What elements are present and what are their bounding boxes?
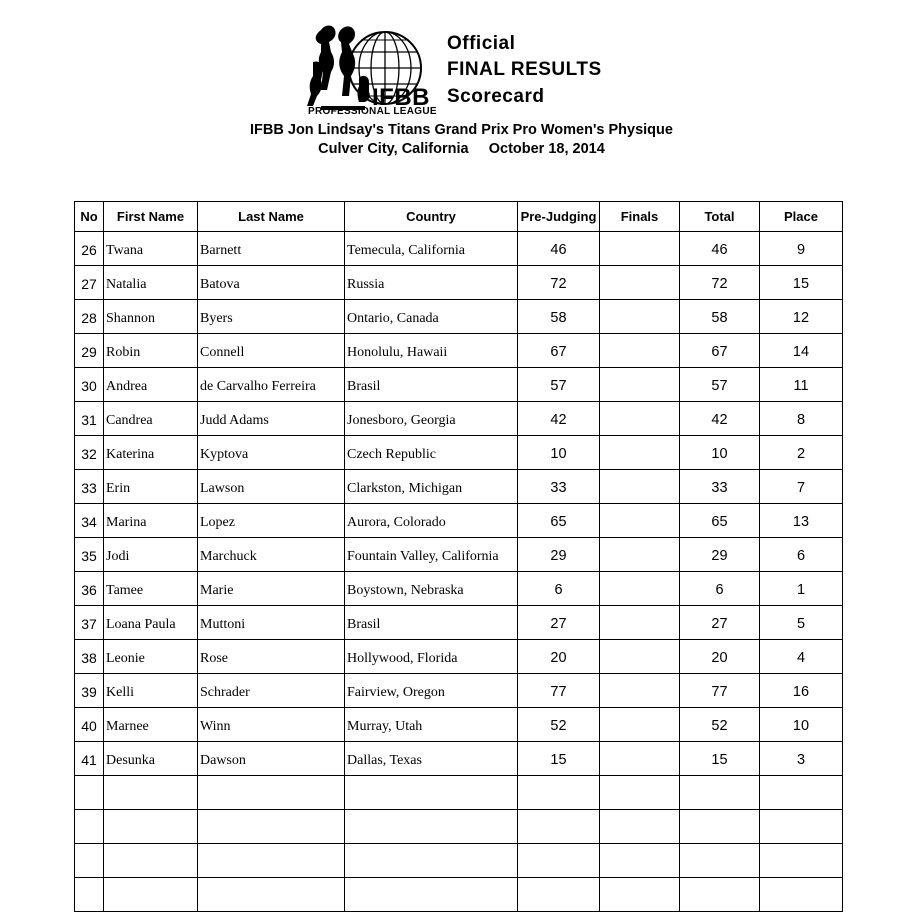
cell-finals	[600, 402, 680, 436]
cell-total: 20	[680, 640, 760, 674]
cell-first-name: Kelli	[104, 674, 198, 708]
cell-no: 29	[75, 334, 104, 368]
cell-total: 27	[680, 606, 760, 640]
cell-country: Boystown, Nebraska	[345, 572, 518, 606]
cell-country	[345, 776, 518, 810]
cell-last-name: Marchuck	[198, 538, 345, 572]
cell-no: 35	[75, 538, 104, 572]
cell-last-name: Byers	[198, 300, 345, 334]
cell-first-name: Leonie	[104, 640, 198, 674]
table-row	[75, 640, 843, 674]
cell-pre-judging: 65	[518, 504, 600, 538]
event-date: October 18, 2014	[488, 141, 605, 157]
cell-total: 15	[680, 742, 760, 776]
results-table	[74, 201, 843, 912]
cell-last-name: Judd Adams	[198, 402, 345, 436]
table-row	[75, 334, 843, 368]
cell-last-name	[198, 810, 345, 844]
cell-place: 8	[760, 402, 843, 436]
cell-place: 12	[760, 300, 843, 334]
table-header-row	[75, 202, 843, 232]
cell-no: 37	[75, 606, 104, 640]
cell-pre-judging	[518, 844, 600, 878]
cell-pre-judging: 57	[518, 368, 600, 402]
cell-last-name: Lawson	[198, 470, 345, 504]
cell-finals	[600, 640, 680, 674]
cell-place: 11	[760, 368, 843, 402]
cell-finals	[600, 436, 680, 470]
cell-no: 26	[75, 232, 104, 266]
cell-last-name: Winn	[198, 708, 345, 742]
cell-finals	[600, 334, 680, 368]
cell-first-name: Candrea	[104, 402, 198, 436]
table-row	[75, 470, 843, 504]
table-row	[75, 504, 843, 538]
cell-country	[345, 810, 518, 844]
cell-country: Fountain Valley, California	[345, 538, 518, 572]
cell-place: 14	[760, 334, 843, 368]
col-header-pre-judging: Pre-Judging	[518, 202, 600, 232]
col-header-finals: Finals	[600, 202, 680, 232]
cell-pre-judging	[518, 776, 600, 810]
cell-finals	[600, 844, 680, 878]
cell-finals	[600, 708, 680, 742]
table-row	[75, 368, 843, 402]
cell-total	[680, 810, 760, 844]
col-header-last-name: Last Name	[198, 202, 345, 232]
cell-total: 77	[680, 674, 760, 708]
cell-first-name: Loana Paula	[104, 606, 198, 640]
cell-total: 57	[680, 368, 760, 402]
cell-place: 13	[760, 504, 843, 538]
cell-finals	[600, 776, 680, 810]
col-header-no: No	[75, 202, 104, 232]
cell-first-name	[104, 810, 198, 844]
cell-total: 65	[680, 504, 760, 538]
cell-no: 31	[75, 402, 104, 436]
cell-place: 2	[760, 436, 843, 470]
cell-finals	[600, 504, 680, 538]
cell-total	[680, 878, 760, 912]
cell-total: 67	[680, 334, 760, 368]
cell-finals	[600, 878, 680, 912]
cell-pre-judging: 58	[518, 300, 600, 334]
table-row	[75, 300, 843, 334]
cell-finals	[600, 742, 680, 776]
cell-first-name: Jodi	[104, 538, 198, 572]
table-row	[75, 810, 843, 844]
event-location-date	[0, 141, 923, 157]
cell-first-name	[104, 844, 198, 878]
cell-no: 36	[75, 572, 104, 606]
cell-last-name	[198, 878, 345, 912]
cell-first-name	[104, 776, 198, 810]
cell-first-name: Marina	[104, 504, 198, 538]
cell-pre-judging: 72	[518, 266, 600, 300]
cell-pre-judging: 67	[518, 334, 600, 368]
cell-place: 7	[760, 470, 843, 504]
cell-no	[75, 776, 104, 810]
cell-place: 1	[760, 572, 843, 606]
cell-finals	[600, 674, 680, 708]
cell-first-name: Tamee	[104, 572, 198, 606]
table-row	[75, 708, 843, 742]
cell-place: 3	[760, 742, 843, 776]
table-row	[75, 436, 843, 470]
col-header-first-name: First Name	[104, 202, 198, 232]
ifbb-wordmark: IFBB	[372, 84, 430, 111]
cell-no: 28	[75, 300, 104, 334]
table-row	[75, 538, 843, 572]
cell-place: 15	[760, 266, 843, 300]
cell-total: 6	[680, 572, 760, 606]
cell-country: Fairview, Oregon	[345, 674, 518, 708]
cell-total: 42	[680, 402, 760, 436]
cell-total: 10	[680, 436, 760, 470]
table-row	[75, 878, 843, 912]
cell-place	[760, 810, 843, 844]
cell-last-name: Rose	[198, 640, 345, 674]
cell-pre-judging: 77	[518, 674, 600, 708]
cell-finals	[600, 266, 680, 300]
cell-pre-judging: 42	[518, 402, 600, 436]
heading-official: Official	[447, 33, 516, 54]
table-row	[75, 606, 843, 640]
table-row	[75, 742, 843, 776]
cell-pre-judging	[518, 810, 600, 844]
cell-last-name: Lopez	[198, 504, 345, 538]
cell-no: 38	[75, 640, 104, 674]
cell-finals	[600, 300, 680, 334]
cell-finals	[600, 470, 680, 504]
table-row	[75, 232, 843, 266]
cell-place	[760, 776, 843, 810]
cell-no: 39	[75, 674, 104, 708]
cell-no: 30	[75, 368, 104, 402]
cell-first-name: Katerina	[104, 436, 198, 470]
cell-country: Czech Republic	[345, 436, 518, 470]
ifbb-league-label: PROFESSIONAL LEAGUE	[308, 106, 437, 117]
cell-country: Aurora, Colorado	[345, 504, 518, 538]
cell-country: Temecula, California	[345, 232, 518, 266]
cell-first-name: Twana	[104, 232, 198, 266]
cell-no: 32	[75, 436, 104, 470]
cell-no: 27	[75, 266, 104, 300]
cell-pre-judging: 15	[518, 742, 600, 776]
cell-last-name: Muttoni	[198, 606, 345, 640]
cell-place: 9	[760, 232, 843, 266]
cell-place: 10	[760, 708, 843, 742]
cell-country: Dallas, Texas	[345, 742, 518, 776]
cell-total: 58	[680, 300, 760, 334]
cell-no: 41	[75, 742, 104, 776]
cell-total: 72	[680, 266, 760, 300]
cell-first-name: Andrea	[104, 368, 198, 402]
heading-scorecard: Scorecard	[447, 86, 545, 107]
cell-country: Jonesboro, Georgia	[345, 402, 518, 436]
table-row	[75, 674, 843, 708]
cell-finals	[600, 606, 680, 640]
cell-last-name: Marie	[198, 572, 345, 606]
cell-finals	[600, 810, 680, 844]
cell-finals	[600, 572, 680, 606]
cell-last-name	[198, 776, 345, 810]
cell-total	[680, 776, 760, 810]
heading-final-results: FINAL RESULTS	[447, 59, 602, 80]
cell-last-name	[198, 844, 345, 878]
cell-country: Brasil	[345, 368, 518, 402]
cell-country: Brasil	[345, 606, 518, 640]
cell-first-name	[104, 878, 198, 912]
cell-pre-judging	[518, 878, 600, 912]
cell-last-name: Dawson	[198, 742, 345, 776]
cell-total: 46	[680, 232, 760, 266]
table-row	[75, 572, 843, 606]
cell-country: Honolulu, Hawaii	[345, 334, 518, 368]
event-location: Culver City, California	[318, 141, 469, 157]
cell-total: 33	[680, 470, 760, 504]
cell-country: Clarkston, Michigan	[345, 470, 518, 504]
cell-total: 52	[680, 708, 760, 742]
cell-place	[760, 878, 843, 912]
cell-country	[345, 878, 518, 912]
cell-place: 4	[760, 640, 843, 674]
table-row	[75, 776, 843, 810]
cell-country: Russia	[345, 266, 518, 300]
event-title: IFBB Jon Lindsay's Titans Grand Prix Pro Women's Physique	[250, 122, 673, 138]
col-header-country: Country	[345, 202, 518, 232]
cell-no	[75, 844, 104, 878]
cell-no: 33	[75, 470, 104, 504]
table-row	[75, 844, 843, 878]
cell-first-name: Robin	[104, 334, 198, 368]
cell-pre-judging: 29	[518, 538, 600, 572]
cell-no	[75, 878, 104, 912]
cell-first-name: Natalia	[104, 266, 198, 300]
cell-last-name: Barnett	[198, 232, 345, 266]
cell-place: 16	[760, 674, 843, 708]
cell-pre-judging: 52	[518, 708, 600, 742]
cell-first-name: Erin	[104, 470, 198, 504]
cell-country: Hollywood, Florida	[345, 640, 518, 674]
cell-country	[345, 844, 518, 878]
cell-last-name: Kyptova	[198, 436, 345, 470]
cell-pre-judging: 6	[518, 572, 600, 606]
cell-finals	[600, 538, 680, 572]
cell-pre-judging: 33	[518, 470, 600, 504]
cell-place	[760, 844, 843, 878]
cell-total	[680, 844, 760, 878]
cell-finals	[600, 232, 680, 266]
cell-total: 29	[680, 538, 760, 572]
cell-no: 34	[75, 504, 104, 538]
cell-first-name: Shannon	[104, 300, 198, 334]
cell-no	[75, 810, 104, 844]
cell-country: Ontario, Canada	[345, 300, 518, 334]
cell-last-name: de Carvalho Ferreira	[198, 368, 345, 402]
table-row	[75, 402, 843, 436]
cell-pre-judging: 46	[518, 232, 600, 266]
cell-first-name: Desunka	[104, 742, 198, 776]
cell-pre-judging: 10	[518, 436, 600, 470]
cell-last-name: Batova	[198, 266, 345, 300]
cell-place: 5	[760, 606, 843, 640]
table-row	[75, 266, 843, 300]
cell-pre-judging: 20	[518, 640, 600, 674]
col-header-place: Place	[760, 202, 843, 232]
cell-place: 6	[760, 538, 843, 572]
cell-first-name: Marnee	[104, 708, 198, 742]
cell-finals	[600, 368, 680, 402]
cell-last-name: Connell	[198, 334, 345, 368]
col-header-total: Total	[680, 202, 760, 232]
cell-last-name: Schrader	[198, 674, 345, 708]
cell-country: Murray, Utah	[345, 708, 518, 742]
cell-pre-judging: 27	[518, 606, 600, 640]
cell-no: 40	[75, 708, 104, 742]
